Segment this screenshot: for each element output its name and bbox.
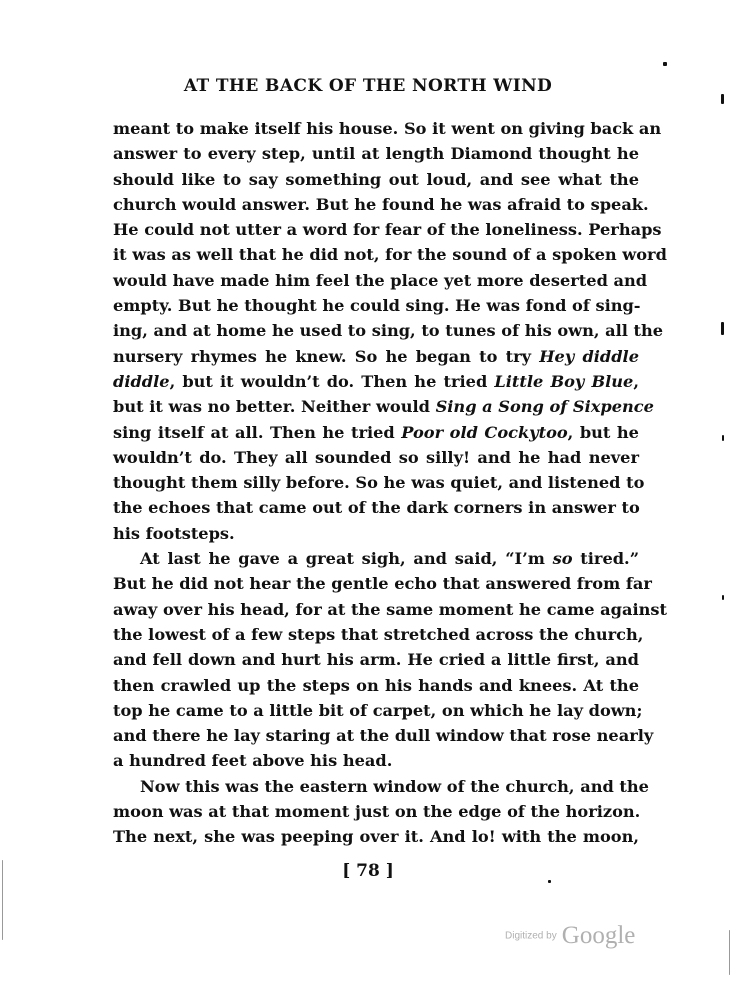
emphasis: so	[552, 549, 573, 569]
song-title: Poor old Cockytoo	[401, 422, 568, 442]
scan-speck	[721, 322, 724, 335]
text-line: the lowest of a few steps that stretched across the church,	[113, 624, 644, 644]
song-title: Little Boy Blue	[494, 371, 634, 391]
running-head: AT THE BACK OF THE NORTH WIND	[183, 76, 553, 96]
scan-speck	[722, 435, 724, 441]
scan-speck	[548, 880, 551, 883]
text-line: answer to every step, until at length Diamond thought he	[113, 144, 639, 164]
song-title: Sing a Song of Sixpence	[435, 397, 654, 417]
scan-speck	[721, 94, 724, 104]
text-line: top he came to a little bit of carpet, on which he lay down;	[113, 700, 643, 720]
google-logo: Google	[561, 922, 636, 949]
text-line: church would answer. But he found he was afraid to speak.	[113, 194, 649, 214]
scan-speck	[2, 860, 3, 940]
scan-speck	[729, 930, 730, 975]
text-line: away over his head, for at the same moment he came against	[113, 599, 667, 619]
watermark-prefix: Digitized by	[505, 930, 557, 942]
text-line: diddle, but it wouldn’t do. Then he tried Little Boy Blue,	[113, 371, 639, 391]
text-line: The next, she was peeping over it. And lo! with the moon,	[113, 827, 639, 847]
scan-speck	[663, 62, 667, 66]
text-line: would have made him feel the place yet more deserted and	[113, 270, 648, 290]
text-line: empty. But he thought he could sing. He was fond of sing-	[113, 296, 641, 316]
text-line: his footsteps.	[113, 523, 235, 543]
scan-speck	[722, 595, 724, 600]
text-line: Now this was the eastern window of the church, and the	[140, 776, 649, 796]
text-line: ing, and at home he used to sing, to tunes of his own, all the	[113, 321, 664, 341]
text-line: thought them silly before. So he was quiet, and listened to	[113, 473, 645, 493]
text-line: At last he gave a great sigh, and said, “I’m so tired.”	[140, 549, 640, 569]
page-number: [ 78 ]	[342, 861, 394, 881]
song-title: diddle	[113, 371, 170, 391]
text-line: meant to make itself his house. So it went on giving back an	[113, 119, 662, 138]
text-line: He could not utter a word for fear of the loneliness. Perhaps	[113, 220, 662, 240]
text-line: wouldn’t do. They all sounded so silly! and he had never	[113, 447, 639, 467]
song-title: Hey diddle	[539, 346, 639, 366]
text-line: nursery rhymes he knew. So he began to try Hey diddle	[113, 346, 639, 366]
text-line: a hundred feet above his head.	[113, 751, 393, 771]
text-line: then crawled up the steps on his hands and knees. At the	[113, 675, 639, 695]
text-line: moon was at that moment just on the edge of the horizon.	[113, 802, 641, 822]
body-text	[113, 116, 667, 850]
text-line: But he did not hear the gentle echo that answered from far	[113, 574, 652, 594]
text-line: should like to say something out loud, and see what the	[113, 169, 639, 189]
text-line: and fell down and hurt his arm. He cried a little first, and	[113, 650, 639, 670]
text-line: but it was no better. Neither would Sing a Song of Sixpence	[113, 397, 654, 417]
text-line: and there he lay staring at the dull window that rose nearly	[113, 726, 654, 746]
text-line: the echoes that came out of the dark corners in answer to	[113, 498, 640, 518]
text-line: sing itself at all. Then he tried Poor old Cockytoo, but he	[113, 422, 639, 442]
text-line: it was as well that he did not, for the sound of a spoken word	[113, 245, 667, 265]
digitized-watermark	[505, 922, 635, 950]
